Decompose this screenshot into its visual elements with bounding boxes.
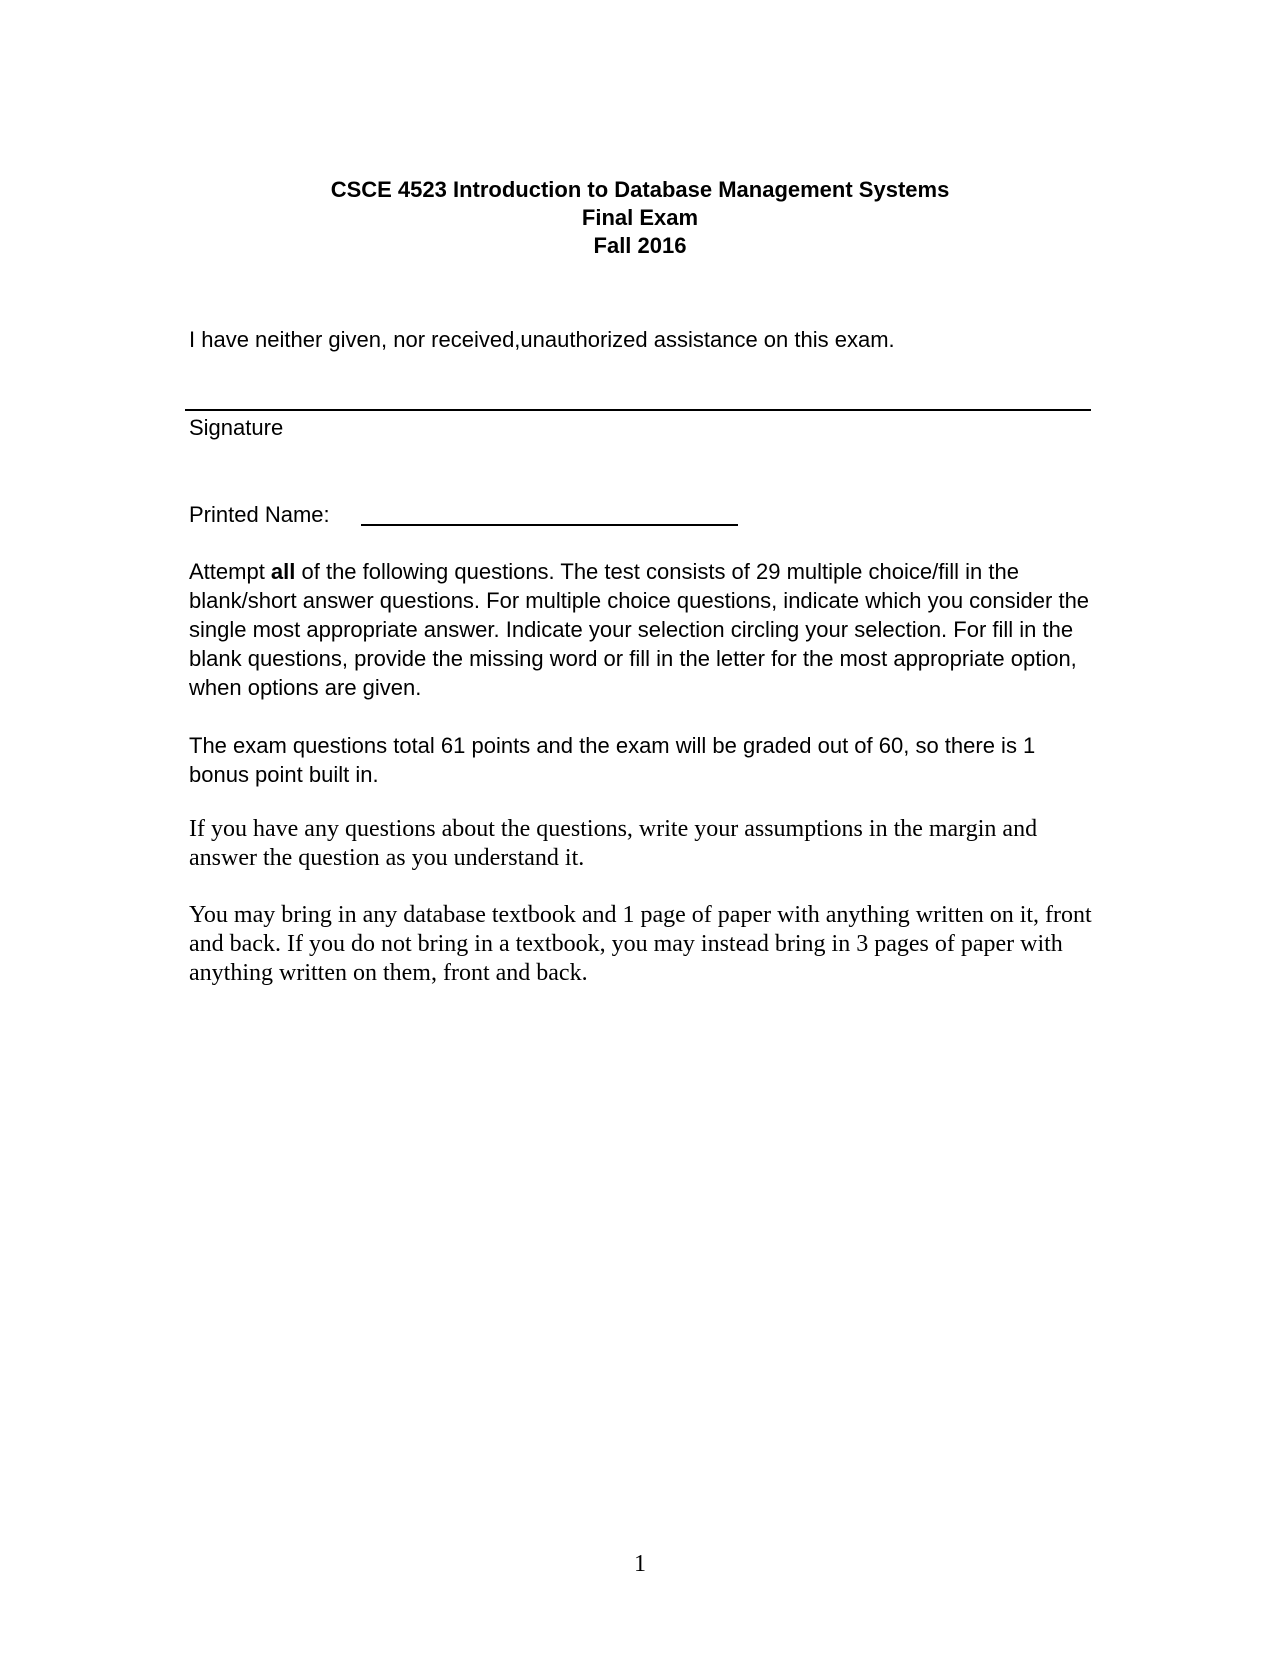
instructions-emphasis: all [270,559,296,584]
exam-header [0,176,1280,260]
course-title: CSCE 4523 Introduction to Database Management Systems [330,177,950,202]
signature-line[interactable] [185,409,1091,411]
instructions-paragraph-4: You may bring in any database textbook and 1 page of paper with anything written on it, front and back. If you do not bring in a textbook, you may instead bring in 3 pages of paper with anything written on them, front and back. [189,902,1092,986]
instructions-paragraph-2: The exam questions total 61 points and the exam will be graded out of 60, so there is 1 bonus point built in. [189,733,1036,787]
exam-name: Final Exam [581,205,699,230]
instructions-paragraph-3: If you have any questions about the questions, write your assumptions in the margin and answer the question as you understand it. [189,816,1038,871]
exam-term: Fall 2016 [593,233,687,258]
instructions-text-lead: Attempt [189,559,271,584]
printed-name-label: Printed Name: [189,502,330,527]
signature-label: Signature [189,415,284,440]
page-number: 1 [634,1551,646,1577]
printed-name-line[interactable] [361,524,738,526]
instructions-paragraph-1 [189,557,1099,702]
honor-pledge: I have neither given, nor received,unauthorized assistance on this exam. [189,327,895,352]
instructions-text-rest: of the following questions. The test consists of 29 multiple choice/fill in the blank/short answer questions. For multiple choice questions, indicate which you consider the single most appropriate answer. Indicate your selection circling your selection. For fill in the blank questions, provide the missing word or fill in the letter for the most appropriate option, when options are given. [189,559,1090,700]
